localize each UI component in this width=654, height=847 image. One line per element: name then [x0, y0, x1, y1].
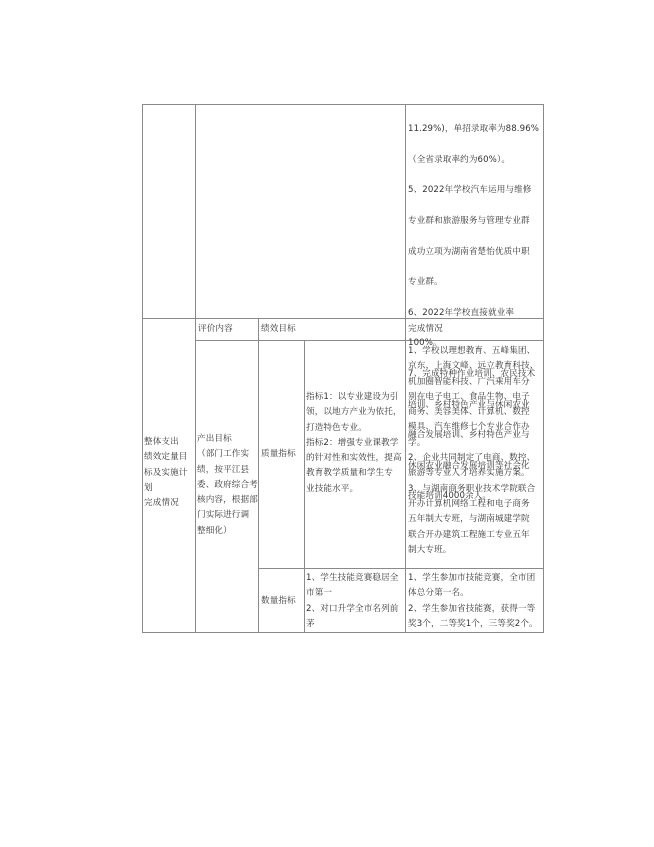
quantity-indicator-text: 1、学生技能竞赛稳居全 市第一 2、对口升学全市名列前 茅: [306, 573, 399, 629]
completion-line: 5、2022年学校汽车运用与维修: [408, 185, 532, 196]
table-border-right: [543, 104, 544, 633]
quality-indicator-text: 指标1：以专业建设为引 领，以地方产业为依托， 打造特色专业。 指标2：增强专业课教学 的针对性和实效性，提高 教育教学质量和学生专 业技能水平。: [306, 392, 402, 494]
table-divider-col3: [304, 340, 305, 633]
table-border-top: [142, 104, 543, 105]
table-divider-quantity: [258, 568, 543, 569]
completion-line: 融合发展培训、乡村特色产业与: [408, 430, 530, 441]
quantity-completion-text: 1、学生参加市技能竞赛，全市团 体总分第一名。 2、学生参加省技能赛，获得一等 奖3个，二等奖1个，三等奖2个。: [408, 573, 538, 629]
completion-line: 休闲农业融合发展培训等社会化: [408, 460, 530, 471]
completion-line: 专业群。: [408, 277, 443, 288]
completion-line: 11.29%)，单招录取率为88.96%: [408, 124, 540, 135]
table-divider-col1: [195, 104, 196, 633]
table-divider-col4: [405, 104, 406, 633]
completion-line: （全省录取率约为60%）。: [408, 154, 511, 165]
header-completion: 完成情况: [408, 324, 443, 334]
completion-line: 技能培训4000余人。: [408, 491, 492, 502]
header-performance-target: 绩效目标: [261, 324, 296, 334]
completion-line: 7、完成特种作业培训、农民技术: [408, 369, 536, 380]
completion-line: 培训、乡村特色产业与休闲农业: [408, 399, 530, 410]
quality-completion-text: 1、学校以理想教育、五峰集团、 京东、上海文峰、远立教育科技、 机加圈智能科技、广汽乘用车分 别在电子电工、食品生物、电子 商务、美容美体、计算机、数控 模具、汽车维修七个专业合作办 学。 2、企业共同制定了电商、数控、 旅游等专业人才培养实施方案。 3、与湖南商务职业技术学院联合 开办计算机网络工程和电子商务 五年制大专班，与湖南城建学院 联合开办建筑工程施工专业五年 制大专班。: [408, 346, 539, 555]
quality-indicator-label: 质量指标: [261, 449, 296, 459]
completion-line: 成功立项为湖南省楚怡优质中职: [408, 246, 530, 257]
output-target-text: 产出目标 （部门工作实 绩，按平江县 委、政府综合考 核内容，根据部 门实际进行调 整细化）: [197, 434, 258, 536]
row-label: 整体支出 绩效定量目 标及实施计 划 完成情况: [144, 437, 188, 509]
completion-line: 6、2022年学校直接就业率: [408, 307, 515, 318]
quantity-indicator-label: 数量指标: [261, 596, 296, 606]
table-border-left: [142, 104, 143, 633]
completion-line: 专业群和旅游服务与管理专业群: [408, 216, 530, 227]
completion-line: 100%。: [408, 338, 442, 349]
header-eval-content: 评价内容: [198, 324, 233, 334]
